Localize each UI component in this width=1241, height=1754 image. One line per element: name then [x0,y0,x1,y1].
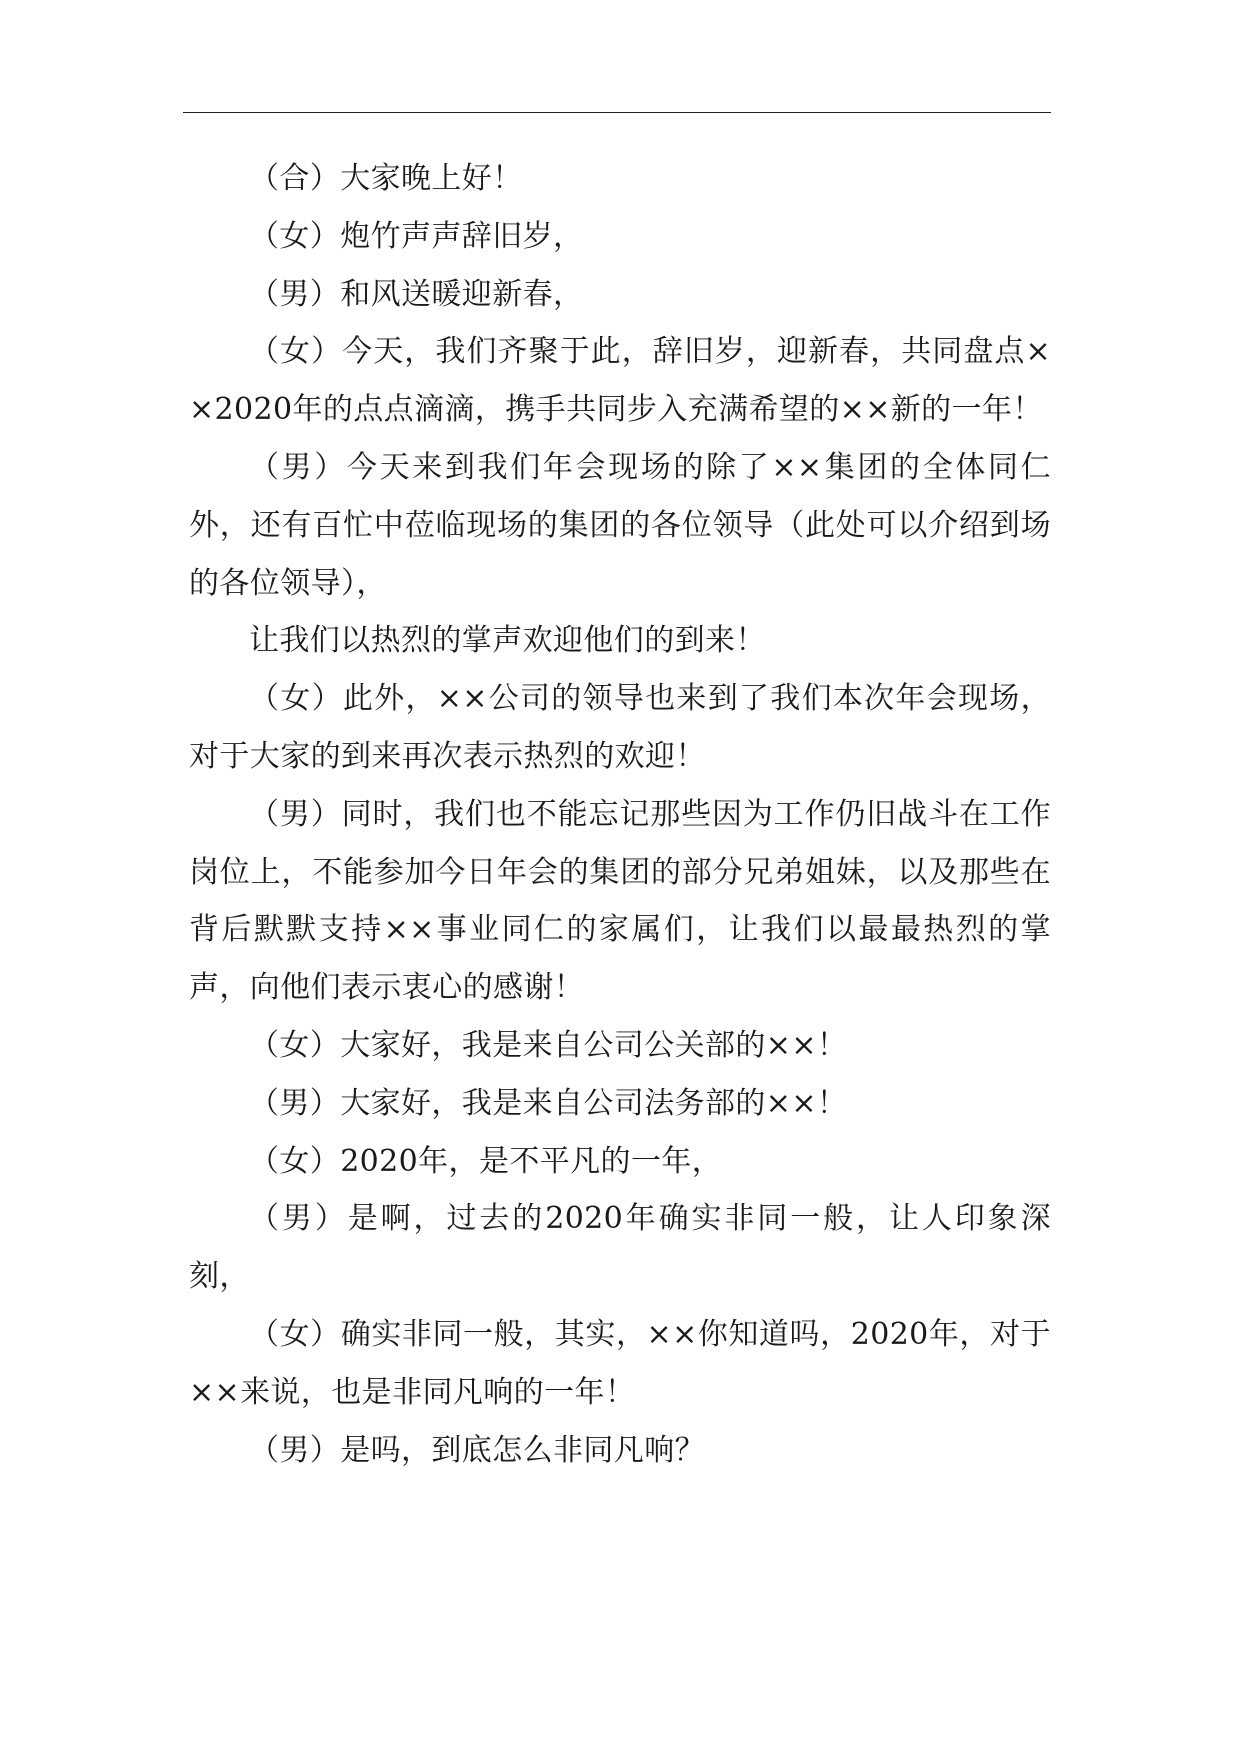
document-body [189,150,1051,1479]
paragraph: （男）今天来到我们年会现场的除了××集团的全体同仁外，还有百忙中莅临现场的集团的各位领导（此处可以介绍到场的各位领导）， [189,449,1051,601]
paragraph: （男）是啊，过去的2020年确实非同一般，让人印象深刻， [189,1201,1051,1295]
paragraph: （合）大家晚上好！ [249,161,523,196]
paragraph: （男）是吗，到底怎么非同凡响？ [249,1432,705,1468]
paragraph: （女）此外，××公司的领导也来到了我们本次年会现场，对于大家的到来再次表示热烈的欢迎！ [189,681,1051,774]
paragraph: （女）炮竹声声辞旧岁， [249,218,584,254]
paragraph: （女）大家好，我是来自公司公关部的××！ [249,1027,848,1063]
paragraph: （男）大家好，我是来自公司法务部的××！ [249,1085,848,1121]
paragraph: （女）确实非同一般，其实，××你知道吗，2020年，对于××来说，也是非同凡响的一年！ [189,1316,1051,1410]
paragraph: （女）今天，我们齐聚于此，辞旧岁，迎新春，共同盘点××2020年的点点滴滴，携手共同步入充满希望的××新的一年！ [189,334,1051,428]
header-rule [183,112,1051,113]
paragraph: 让我们以热烈的掌声欢迎他们的到来！ [249,623,766,659]
paragraph: （男）同时，我们也不能忘记那些因为工作仍旧战斗在工作岗位上，不能参加今日年会的集团的部分兄弟姐妹，以及那些在背后默默支持××事业同仁的家属们，让我们以最最热烈的掌声，向他们表示衷心的感谢！ [189,796,1051,1006]
paragraph: （男）和风送暖迎新春， [249,276,584,312]
paragraph: （女）2020年，是不平凡的一年， [249,1143,723,1179]
